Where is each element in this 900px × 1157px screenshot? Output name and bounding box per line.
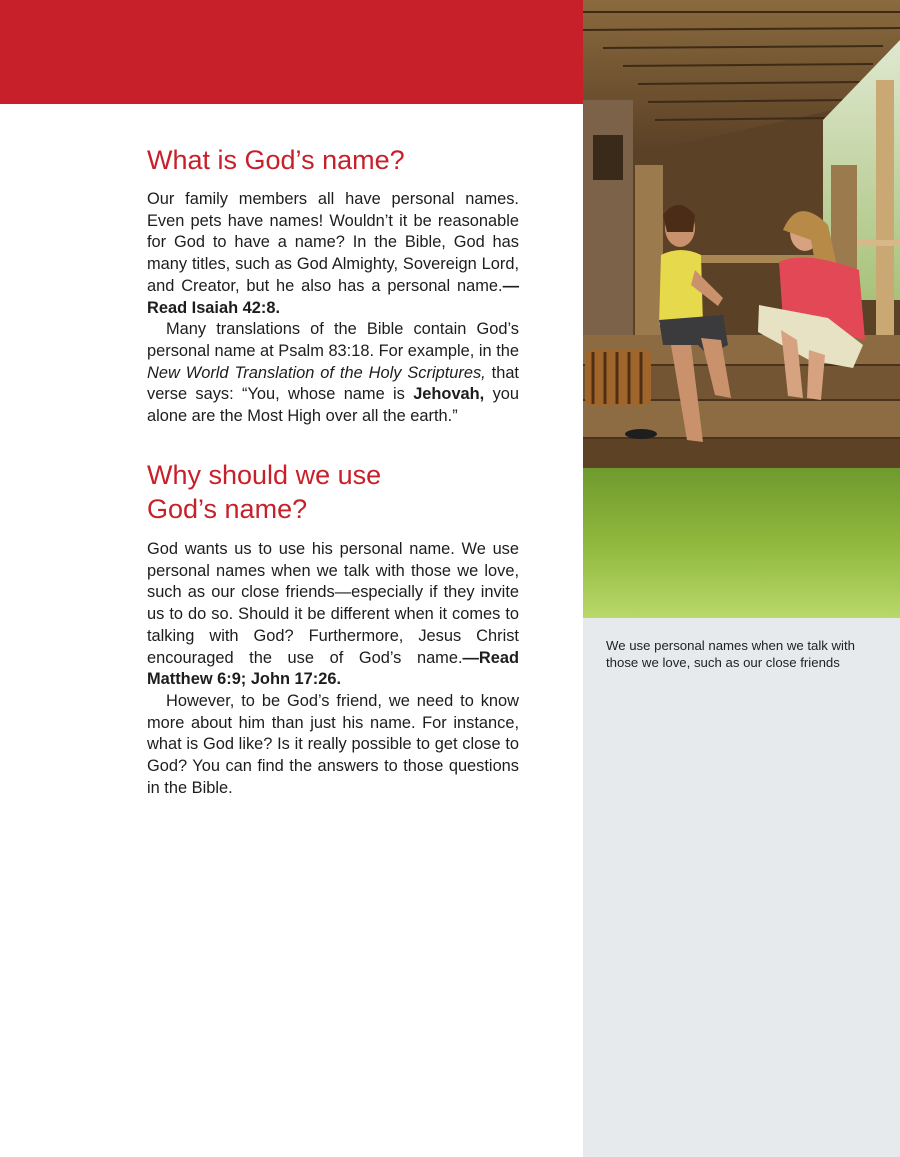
section-what-is-gods-name xyxy=(147,189,519,428)
heading-what-is-gods-name: What is God’s name? xyxy=(147,145,405,175)
paragraph: Our family members all have personal names. Even pets have names! Wouldn’t it be reasonable for God to have a name? In the Bible, God has many titles, such as God Almighty, Sovereign Lord, and Creator, but he also has a personal name.—Read Isaiah 42:8. xyxy=(147,190,519,317)
photo-two-women-on-porch-steps xyxy=(583,0,900,618)
book-title: New World Translation of the Holy Scriptures, xyxy=(147,363,486,382)
scripture-reference: —Read Isaiah 42:8. xyxy=(147,276,519,317)
header-red-band xyxy=(0,0,583,104)
scripture-reference: —Read Matthew 6:9; John 17:26. xyxy=(147,648,519,689)
paragraph: Many translations of the Bible contain God’s personal name at Psalm 83:18. For example, in the New World Translation of the Holy Scriptures, that verse says: “You, whose name is Jehovah, you alone are the Most High over all the earth.” xyxy=(147,320,520,426)
photo-caption: We use personal names when we talk with those we love, such as our close friends xyxy=(606,638,855,670)
paragraph: God wants us to use his personal name. We use personal names when we talk with those we love, such as our close friends—especially if they invite us to do so. Should it be different when it comes to talking with God? Furthermore, Jesus Christ encouraged the use of God’s name.—Read Matthew 6:9; John 17:26. xyxy=(147,540,519,689)
heading-why-use-gods-name: Why should we use God’s name? xyxy=(147,460,382,524)
section-why-use-gods-name xyxy=(147,539,519,799)
paragraph: However, to be God’s friend, we need to know more about him than just his name. For instance, what is God like? Is it really possible to get close to God? You can find the answers to those questions in the Bible. xyxy=(147,691,519,797)
divine-name: Jehovah, xyxy=(413,385,485,404)
